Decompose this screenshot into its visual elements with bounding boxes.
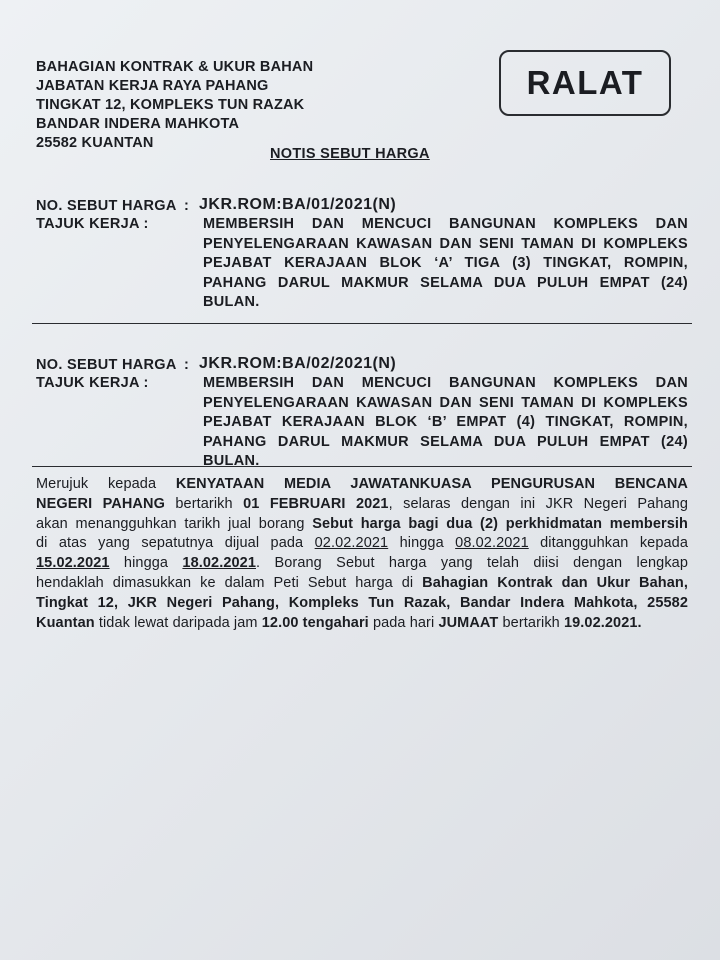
body-text: hingga <box>109 555 183 572</box>
work-title-line: PAHANG DARUL MAKMUR SELAMA DUA PULUH EMPAT (24) <box>203 274 688 291</box>
address-line: JABATAN KERJA RAYA PAHANG <box>36 78 269 94</box>
work-title-line: PENYELENGARAAN KAWASAN DAN SENI TAMAN DI KOMPLEKS <box>203 394 688 411</box>
address-line: TINGKAT 12, KOMPLEKS TUN RAZAK <box>36 97 305 113</box>
work-title-text <box>203 374 688 472</box>
divider-line <box>32 466 692 467</box>
work-title-label: TAJUK KERJA : <box>36 216 149 232</box>
quotation-block-1 <box>36 196 688 326</box>
body-line <box>36 574 688 594</box>
body-text-bold: 01 FEBRUARI 2021 <box>243 495 389 512</box>
work-title-line: BULAN. <box>203 294 260 310</box>
body-text-bold: JUMAAT <box>438 614 499 631</box>
body-line <box>36 554 688 574</box>
body-line <box>36 594 688 614</box>
body-date-bold-underlined: 18.02.2021 <box>182 555 256 572</box>
body-text: di atas yang sepatutnya dijual pada <box>36 535 315 552</box>
body-text: , selaras dengan ini JKR Negeri Pahang <box>388 495 688 512</box>
work-title-text <box>203 215 688 313</box>
body-date-bold-underlined: 15.02.2021 <box>36 555 110 572</box>
work-title-line: BULAN. <box>203 453 260 469</box>
body-text-bold: NEGERI PAHANG <box>36 495 165 512</box>
body-text: Merujuk kepada <box>36 476 176 492</box>
ralat-stamp-box <box>499 50 671 116</box>
body-text: pada hari <box>368 614 439 631</box>
body-text-bold: KENYATAAN MEDIA JAWATANKUASA PENGURUSAN BENCANA <box>175 476 688 492</box>
notice-body-paragraph <box>36 475 688 633</box>
body-line <box>36 614 688 634</box>
quote-number-value: JKR.ROM:BA/01/2021(N) <box>199 196 397 213</box>
body-text: ditangguhkan kepada <box>528 535 688 552</box>
body-text: hingga <box>388 535 456 552</box>
body-line <box>36 515 688 535</box>
body-line <box>36 534 688 554</box>
colon: : <box>184 198 189 214</box>
work-title-line: MEMBERSIH DAN MENCUCI BANGUNAN KOMPLEKS DAN <box>203 216 688 232</box>
quote-number-label: NO. SEBUT HARGA <box>36 198 177 214</box>
body-text: tidak lewat daripada jam <box>94 614 262 631</box>
body-date-underlined: 08.02.2021 <box>455 535 529 552</box>
body-line <box>36 475 688 495</box>
address-line: BANDAR INDERA MAHKOTA <box>36 116 240 132</box>
body-text-bold: Bahagian Kontrak dan Ukur Bahan, <box>422 574 688 591</box>
body-text-bold: 19.02.2021. <box>563 614 642 631</box>
body-date-underlined: 02.02.2021 <box>314 535 389 552</box>
body-text-bold: Kuantan <box>36 614 95 631</box>
body-text: akan menangguhkan tarikh jual borang <box>36 515 313 532</box>
address-line: 25582 KUANTAN <box>36 135 154 151</box>
work-title-line: MEMBERSIH DAN MENCUCI BANGUNAN KOMPLEKS DAN <box>203 375 688 391</box>
body-text-bold: 12.00 tengahari <box>261 614 369 631</box>
address-line: BAHAGIAN KONTRAK & UKUR BAHAN <box>36 59 314 75</box>
body-text: bertarikh <box>164 495 244 512</box>
body-text: . Borang Sebut harga yang telah diisi dengan lengkap <box>256 555 688 572</box>
work-title-line: PEJABAT KERAJAAN BLOK ‘A’ TIGA (3) TINGKAT, ROMPIN, <box>203 255 688 271</box>
sender-address <box>36 58 313 153</box>
divider-line <box>32 323 692 324</box>
body-text-bold: Sebut harga bagi dua (2) perkhidmatan membersih <box>312 515 689 532</box>
notice-title: NOTIS SEBUT HARGA <box>270 146 430 162</box>
work-title-line: PENYELENGARAAN KAWASAN DAN SENI TAMAN DI KOMPLEKS <box>203 235 688 252</box>
body-text: bertarikh <box>498 614 564 631</box>
work-title-line: PAHANG DARUL MAKMUR SELAMA DUA PULUH EMPAT (24) <box>203 433 688 450</box>
quote-number-label: NO. SEBUT HARGA <box>36 357 177 373</box>
work-title-label: TAJUK KERJA : <box>36 375 149 391</box>
quote-number-value: JKR.ROM:BA/02/2021(N) <box>199 355 397 372</box>
body-text: hendaklah dimasukkan ke dalam Peti Sebut harga di <box>36 574 423 591</box>
work-title-line: PEJABAT KERAJAAN BLOK ‘B’ EMPAT (4) TINGKAT, ROMPIN, <box>203 414 688 430</box>
ralat-label: RALAT <box>526 64 644 101</box>
colon: : <box>184 357 189 373</box>
body-text-bold: Tingkat 12, JKR Negeri Pahang, Kompleks Tun Razak, Bandar Indera Mahkota, 25582 <box>36 594 688 611</box>
body-line <box>36 495 688 515</box>
quotation-block-2 <box>36 355 688 475</box>
